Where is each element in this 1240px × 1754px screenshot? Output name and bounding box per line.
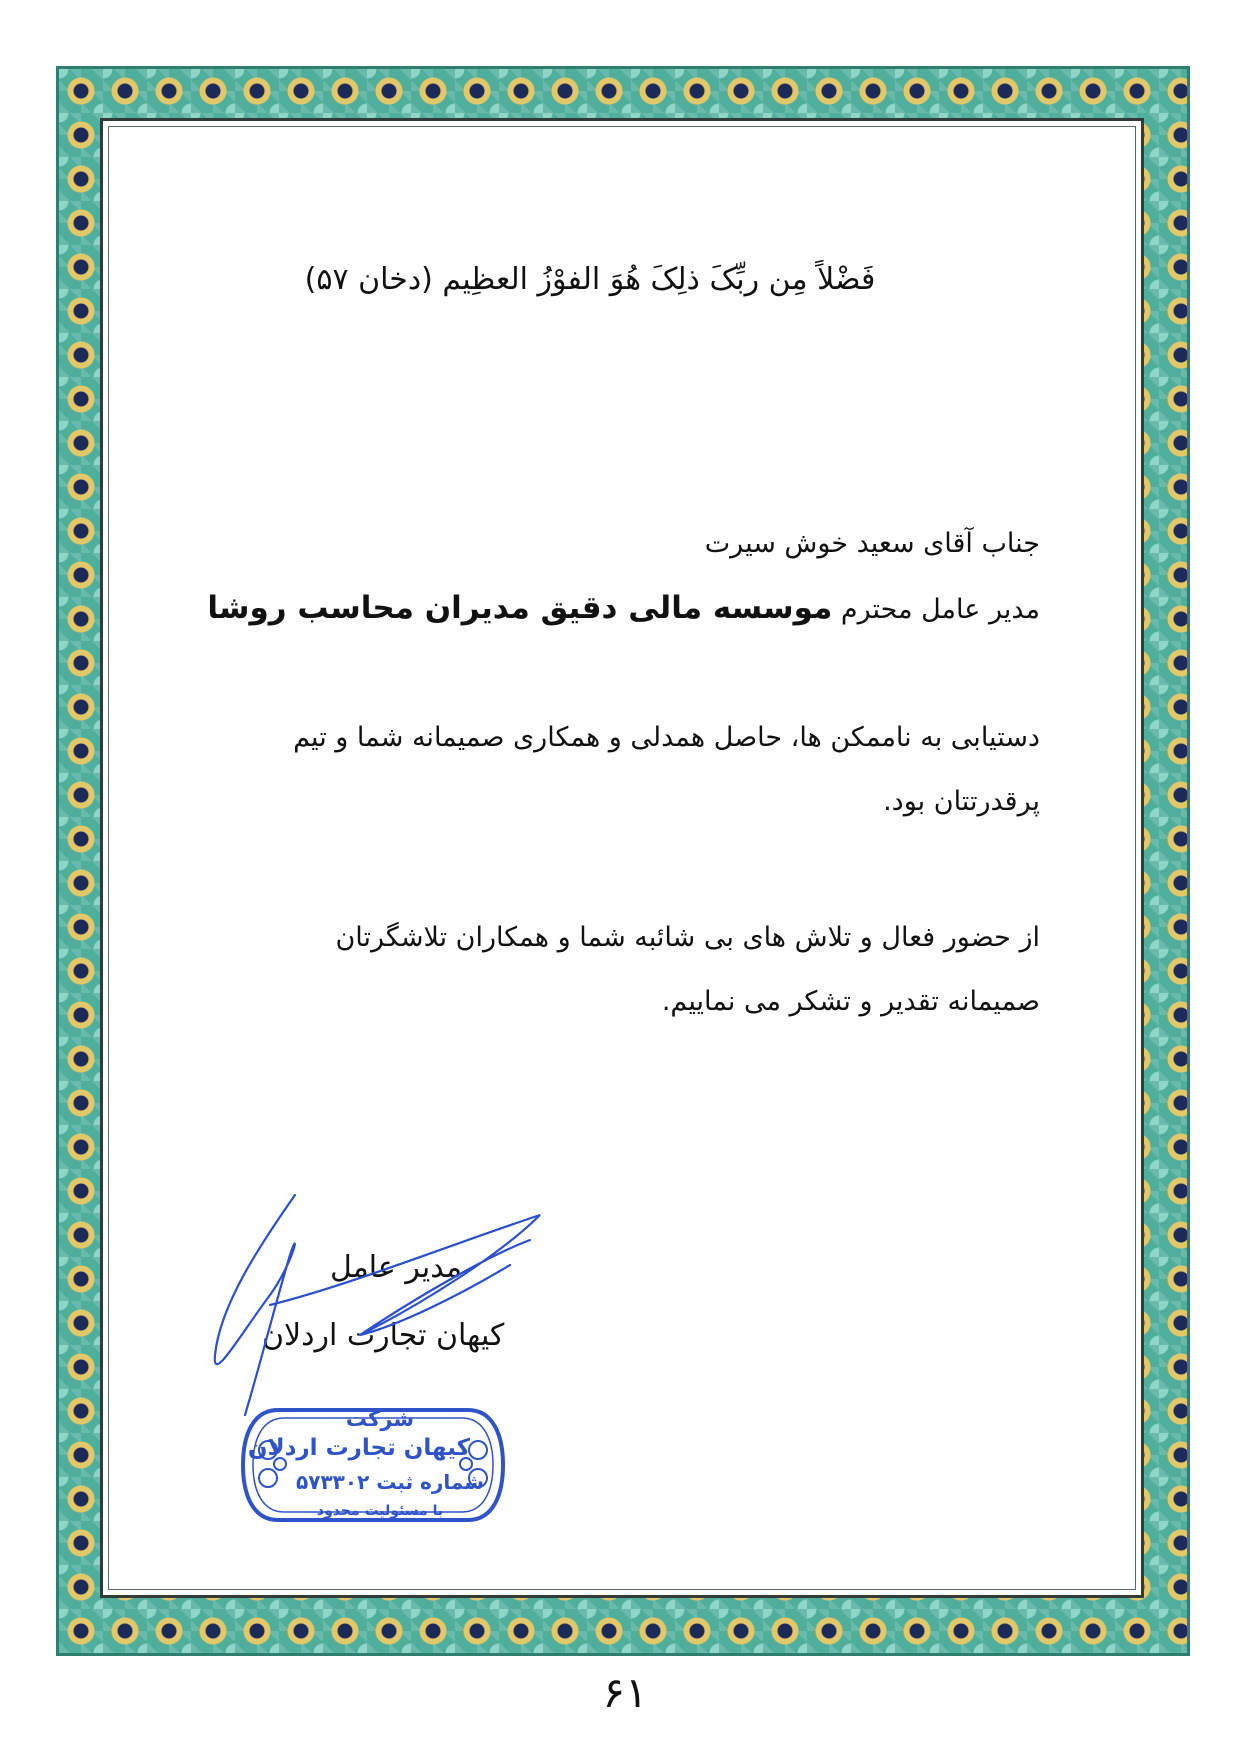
signatory-title: مدیر عامل bbox=[330, 1250, 463, 1285]
paragraph-2-line-1: از حضور فعال و تلاش های بی شائبه شما و همکاران تلاشگرتان bbox=[335, 922, 1040, 953]
addressee-name: جناب آقای سعید خوش سیرت bbox=[704, 528, 1040, 559]
stamp-line-3: شماره ثبت ۵۷۳۳۰۲ bbox=[296, 1470, 484, 1494]
signatory-company: کیهان تجارت اردلان bbox=[262, 1318, 505, 1353]
stamp-line-4: با مسئولیت محدود bbox=[316, 1503, 444, 1519]
stamp-line-1: شرکت bbox=[345, 1407, 415, 1431]
title-prefix: مدیر عامل محترم bbox=[840, 594, 1040, 625]
paragraph-1-line-2: پرقدرتتان بود. bbox=[883, 786, 1040, 817]
organization-name: موسسه مالی دقیق مدیران محاسب روشا bbox=[207, 590, 833, 626]
paragraph-1-line-1: دستیابی به ناممکن ها، حاصل همدلی و همکاری صمیمانه شما و تیم bbox=[293, 722, 1040, 753]
handwritten-signature bbox=[200, 1185, 620, 1425]
paragraph-2-line-2: صمیمانه تقدیر و تشکر می نماییم. bbox=[661, 986, 1040, 1017]
addressee-title bbox=[207, 590, 1040, 626]
page-number: ۶۱ bbox=[602, 1668, 648, 1717]
quran-verse: فَضْلاً مِن ربِّکَ ذلِکَ هُوَ الفوْزُ العظِیم (دخان ۵۷) bbox=[304, 262, 876, 297]
stamp-line-2: کیهان تجارت اردلان bbox=[247, 1435, 470, 1461]
